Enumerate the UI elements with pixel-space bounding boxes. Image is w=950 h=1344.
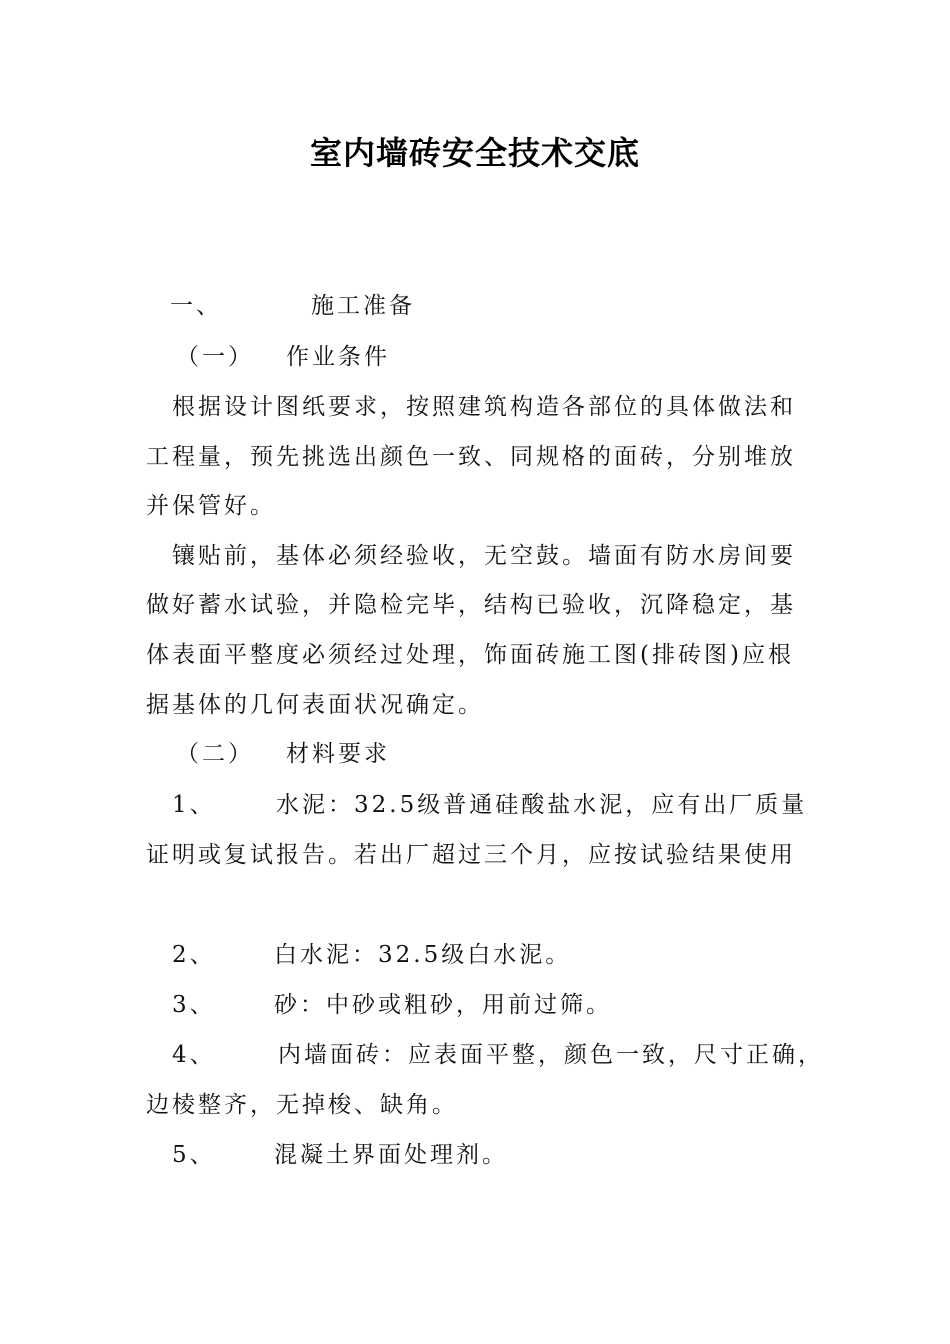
item-number: 2、 — [172, 942, 216, 968]
paragraph-line: 镶贴前，基体必须经验收，无空鼓。墙面有防水房间要 — [172, 543, 796, 569]
item-number: 1、 — [172, 792, 216, 818]
paragraph-line: 据基体的几何表面状况确定。 — [146, 692, 484, 718]
item-text: 水泥：32.5级普通硅酸盐水泥，应有出厂质量 — [276, 792, 808, 818]
section-number: 一、 — [170, 293, 222, 319]
item-text: 白水泥：32.5级白水泥。 — [274, 942, 572, 968]
item-text: 证明或复试报告。若出厂超过三个月，应按试验结果使用 — [146, 842, 796, 868]
subsection-heading: 作业条件 — [286, 344, 390, 370]
section-heading: 施工准备 — [311, 293, 415, 319]
subsection-heading: 材料要求 — [286, 741, 390, 767]
subsection-number: （一） — [176, 344, 254, 370]
paragraph-line: 体表面平整度必须经过处理，饰面砖施工图(排砖图)应根 — [146, 642, 794, 668]
paragraph-line: 工程量，预先挑选出颜色一致、同规格的面砖，分别堆放 — [146, 444, 796, 470]
item-text: 内墙面砖：应表面平整，颜色一致，尺寸正确， — [278, 1042, 824, 1068]
item-number: 3、 — [172, 992, 216, 1018]
item-text: 混凝土界面处理剂。 — [274, 1142, 508, 1168]
item-text: 边棱整齐，无掉梭、缺角。 — [146, 1092, 458, 1118]
item-text: 砂：中砂或粗砂，用前过筛。 — [274, 992, 612, 1018]
paragraph-line: 并保管好。 — [146, 493, 276, 519]
document-title: 室内墙砖安全技术交底 — [309, 134, 640, 172]
subsection-number: （二） — [176, 741, 254, 767]
paragraph-line: 根据设计图纸要求，按照建筑构造各部位的具体做法和 — [172, 394, 796, 420]
paragraph-line: 做好蓄水试验，并隐检完毕，结构已验收，沉降稳定，基 — [146, 592, 796, 618]
item-number: 5、 — [172, 1142, 216, 1168]
item-number: 4、 — [172, 1042, 216, 1068]
